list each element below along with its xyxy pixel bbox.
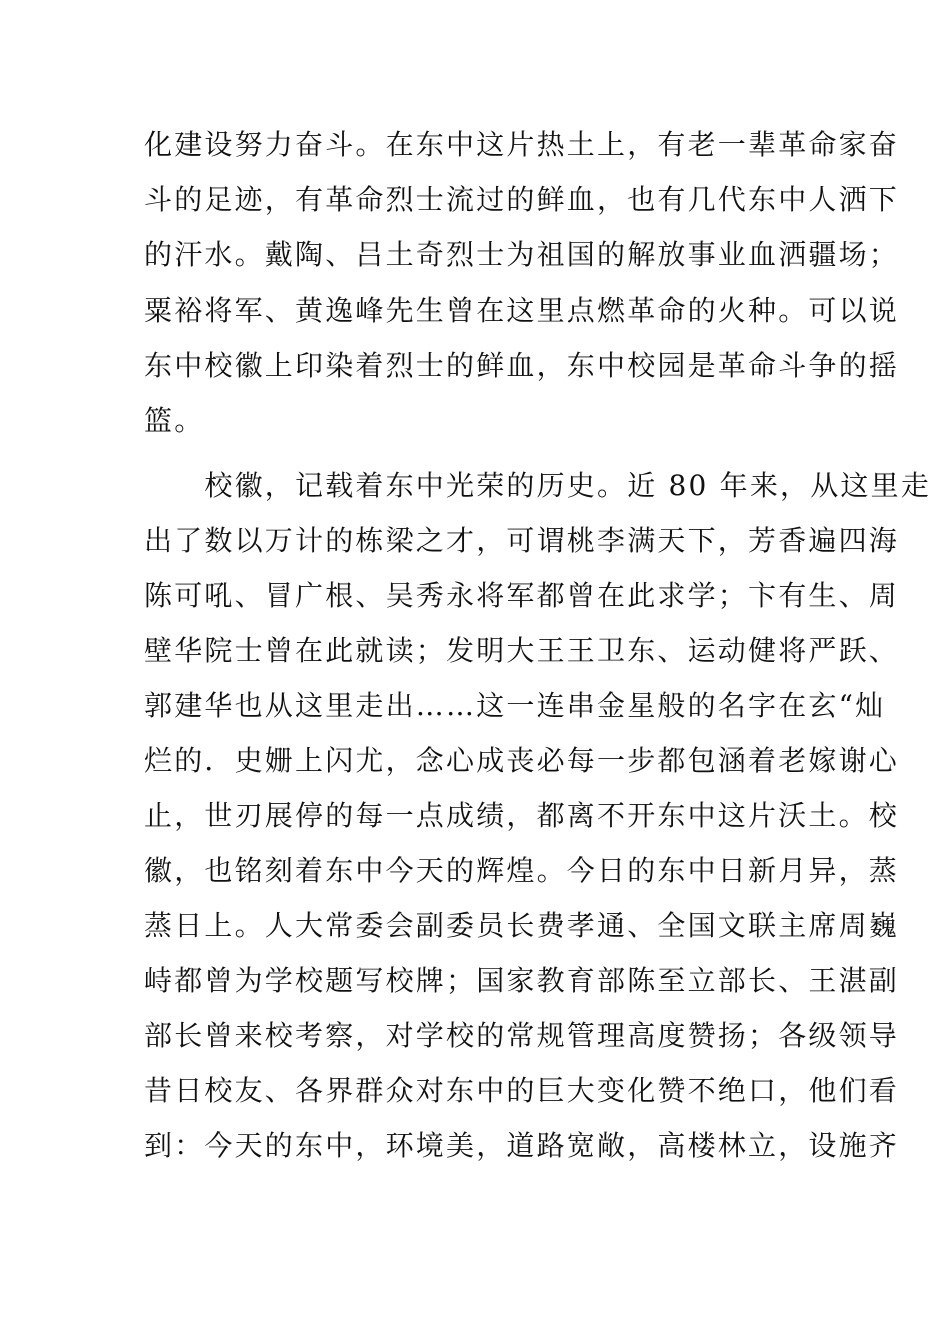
text-line: 化建设努力奋斗。在东中这片热土上，有老一辈革命家奋 [144, 128, 900, 161]
text-line: 篮。 [144, 404, 205, 437]
text-line: 郭建华也从这里走出……这一连串金星般的名字在玄“灿 [144, 689, 886, 722]
text-line: 出了数以万计的栋梁之才，可谓桃李满天下，芳香遍四海 [144, 524, 900, 557]
text-line: 徽，也铭刻着东中今天的辉煌。今日的东中日新月异，蒸 [144, 854, 900, 887]
text-line: 的汗水。戴陶、吕土奇烈士为祖国的解放事业血洒疆场； [144, 238, 900, 271]
text-line: 壁华院士曾在此就读；发明大王王卫东、运动健将严跃、 [144, 634, 900, 667]
text-line: 蒸日上。人大常委会副委员长费孝通、全国文联主席周巍 [144, 909, 900, 942]
text-line: 斗的足迹，有革命烈士流过的鲜血，也有几代东中人洒下 [144, 183, 900, 216]
text-line: 陈可吼、冒广根、吴秀永将军都曾在此求学；卞有生、周 [144, 579, 900, 612]
text-line: 峙都曾为学校题写校牌；国家教育部陈至立部长、王湛副 [144, 964, 900, 997]
text-line: 止，世刃展停的每一点成绩，都离不开东中这片沃土。校 [144, 799, 900, 832]
text-line: 到：今天的东中，环境美，道路宽敞，高楼林立，设施齐 [144, 1129, 900, 1162]
text-line: 东中校徽上印染着烈士的鲜血，东中校园是革命斗争的摇 [144, 349, 900, 382]
text-line: 昔日校友、各界群众对东中的巨大变化赞不绝口，他们看 [144, 1074, 900, 1107]
paragraph-first-line: 校徽，记载着东中光荣的历史。近 80 年来，从这里走 [144, 469, 932, 502]
text-line: 部长曾来校考察，对学校的常规管理高度赞扬；各级领导 [144, 1019, 900, 1052]
text-line: 粟裕将军、黄逸峰先生曾在这里点燃革命的火种。可以说 [144, 294, 900, 327]
text-line: 烂的．史姗上闪尤，念心成丧必每一步都包涵着老嫁谢心 [144, 744, 900, 777]
